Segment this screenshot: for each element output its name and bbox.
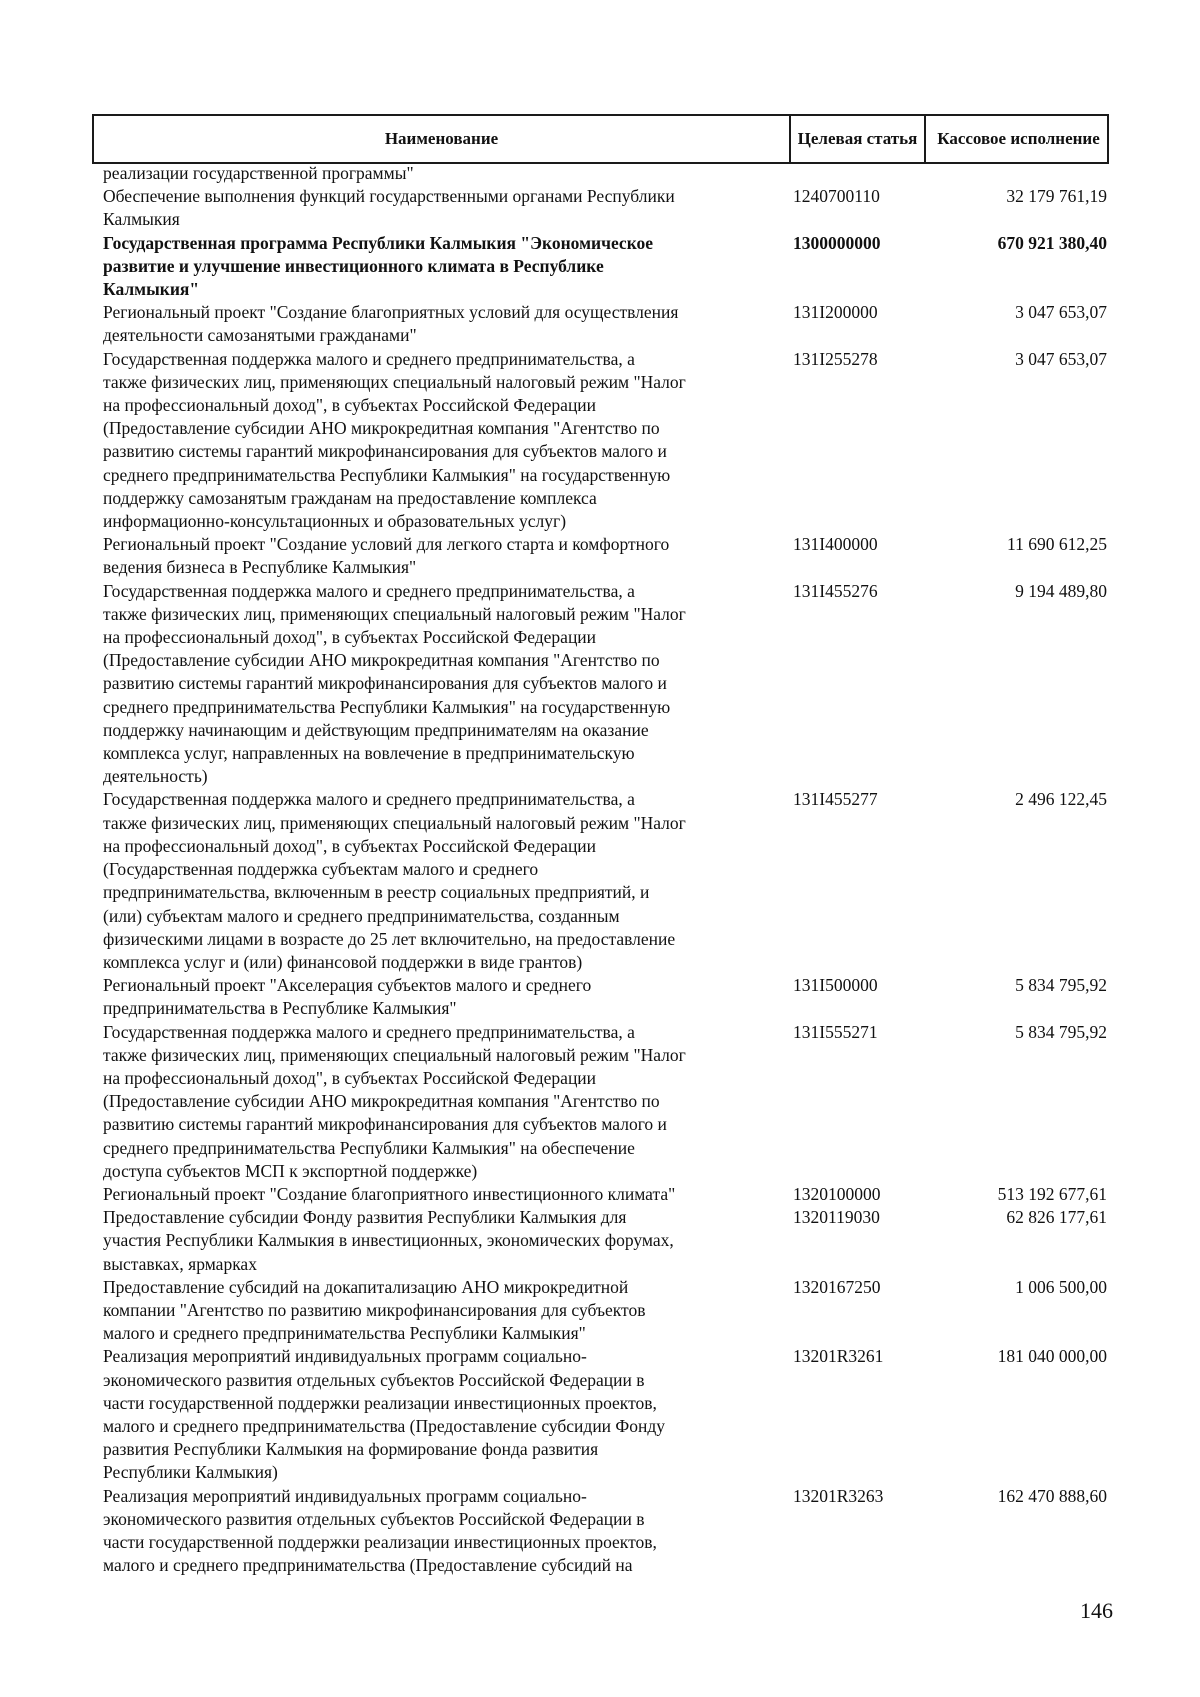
row-name: Реализация мероприятий индивидуальных программ социально- экономического развития отдельных субъектов Российской Федерации в части государственной поддержки реализации инвестиционных проектов, малого и среднего предпринимательства (Предоставление субсидии Фонду развития Республики Калмыкия на формирование фонда развития Республики Калмыкия): [103, 1346, 666, 1483]
table-row: [103, 1183, 1113, 1206]
row-name: Государственная программа Республики Калмыкия "Экономическое развитие и улучшение инвестиционного климата в Республике Калмыкия": [103, 232, 654, 300]
row-code: 131I255278: [793, 348, 878, 369]
row-amount: 3 047 653,07: [1015, 348, 1107, 369]
table-row: [103, 1021, 1113, 1183]
row-amount: 2 496 122,45: [1015, 789, 1107, 810]
row-code: 1320100000: [793, 1183, 881, 1204]
row-amount: 9 194 489,80: [1015, 580, 1107, 601]
row-code: 131I400000: [793, 534, 878, 555]
table-header: [92, 114, 1109, 164]
row-amount: [901, 162, 1113, 185]
row-amount: 62 826 177,61: [1006, 1207, 1107, 1228]
row-amount: 513 192 677,61: [997, 1183, 1107, 1204]
row-name: Государственная поддержка малого и среднего предпринимательства, а также физических лиц, применяющих специальный налоговый режим "Налог на профессиональный доход", в субъектах Российской Федерации (Предоставление субсидии АНО микрокредитная компания "Агентство по развитию системы гарантий микрофинансирования для субъектов малого и среднего предпринимательства Республики Калмыкия" на государственную поддержку начинающим и действующим предпринимателям на оказание комплекса услуг, направленных на вовлечение в предпринимательскую деятельность): [103, 580, 686, 787]
row-amount: 3 047 653,07: [1015, 302, 1107, 323]
row-amount: 181 040 000,00: [997, 1346, 1107, 1367]
header-name: Наименование: [384, 129, 499, 148]
row-code: 131I455277: [793, 789, 878, 810]
table-row: [103, 232, 1113, 302]
row-code: 1240700110: [793, 186, 880, 207]
row-amount: 5 834 795,92: [1015, 1021, 1107, 1042]
table-row: [103, 1485, 1113, 1578]
row-code: 1320119030: [793, 1207, 880, 1228]
row-code: 13201R3263: [793, 1485, 884, 1506]
row-code: 1300000000: [793, 232, 881, 253]
row-amount: 1 006 500,00: [1015, 1276, 1107, 1297]
row-name: Реализация мероприятий индивидуальных программ социально- экономического развития отдельных субъектов Российской Федерации в части государственной поддержки реализации инвестиционных проектов, малого и среднего предпринимательства (Предоставление субсидий на: [103, 1485, 657, 1576]
row-name: Предоставление субсидии Фонду развития Республики Калмыкия для участия Республики Калмыкия в инвестиционных, экономических форумах, выставках, ярмарках: [103, 1207, 674, 1274]
table-row: [103, 533, 1113, 579]
row-name: Региональный проект "Акселерация субъектов малого и среднего предпринимательства в Республике Калмыкия": [103, 975, 592, 1019]
row-name: Государственная поддержка малого и среднего предпринимательства, а также физических лиц, применяющих специальный налоговый режим "Налог на профессиональный доход", в субъектах Российской Федерации (Предоставление субсидии АНО микрокредитная компания "Агентство по развитию системы гарантий микрофинансирования для субъектов малого и среднего предпринимательства Республики Калмыкия" на государственную поддержку самозанятым гражданам на предоставление комплекса информационно-консультационных и образовательных услуг): [103, 348, 686, 532]
header-amount: Кассовое исполнение: [924, 116, 1111, 162]
row-code: 131I455276: [793, 580, 878, 601]
table-row: [103, 580, 1113, 789]
row-amount: 5 834 795,92: [1015, 975, 1107, 996]
table-row: [103, 1206, 1113, 1276]
row-name: Региональный проект "Создание условий для легкого старта и комфортного ведения бизнеса в Республике Калмыкия": [103, 534, 670, 578]
row-code: 131I555271: [793, 1021, 878, 1042]
row-name: реализации государственной программы": [103, 163, 414, 183]
row-name: Обеспечение выполнения функций государственными органами Республики Калмыкия: [103, 186, 675, 230]
row-amount: 11 690 612,25: [1007, 534, 1107, 555]
table-body: [103, 162, 1113, 1577]
row-code: 1320167250: [793, 1276, 881, 1297]
table-row: [103, 185, 1113, 231]
row-code: 131I200000: [793, 302, 878, 323]
row-amount: 32 179 761,19: [1006, 186, 1107, 207]
row-amount: 162 470 888,60: [997, 1485, 1107, 1506]
header-code: Целевая статья: [789, 116, 924, 162]
row-name: Государственная поддержка малого и среднего предпринимательства, а также физических лиц, применяющих специальный налоговый режим "Налог на профессиональный доход", в субъектах Российской Федерации (Государственная поддержка субъектам малого и среднего предпринимательства, включенным в реестр социальных предприятий, и (или) субъектам малого и среднего предпринимательства, созданным физическими лицами в возрасте до 25 лет включительно, на предоставление комплекса услуг и (или) финансовой поддержки в виде грантов): [103, 789, 686, 972]
row-name: Государственная поддержка малого и среднего предпринимательства, а также физических лиц, применяющих специальный налоговый режим "Налог на профессиональный доход", в субъектах Российской Федерации (Предоставление субсидии АНО микрокредитная компания "Агентство по развитию системы гарантий микрофинансирования для субъектов малого и среднего предпринимательства Республики Калмыкия" на обеспечение доступа субъектов МСП к экспортной поддержке): [103, 1021, 686, 1181]
table-row: [103, 162, 1113, 185]
table-row: [103, 1345, 1113, 1484]
page-number: 146: [1080, 1598, 1113, 1623]
row-name: Предоставление субсидий на докапитализацию АНО микрокредитной компании "Агентство по развитию микрофинансирования для субъектов малого и среднего предпринимательства Республики Калмыкия": [103, 1276, 646, 1344]
table-row: [103, 974, 1113, 1020]
row-name: Региональный проект "Создание благоприятных условий для осуществления деятельности самозанятыми гражданами": [103, 302, 679, 346]
row-amount: 670 921 380,40: [997, 232, 1107, 253]
row-name: Региональный проект "Создание благоприятного инвестиционного климата": [103, 1183, 676, 1204]
table-row: [103, 301, 1113, 347]
row-code: 13201R3261: [793, 1346, 884, 1367]
table-row: [103, 788, 1113, 974]
table-row: [103, 1276, 1113, 1346]
row-code: [783, 162, 901, 185]
table-row: [103, 348, 1113, 534]
row-code: 131I500000: [793, 975, 878, 996]
